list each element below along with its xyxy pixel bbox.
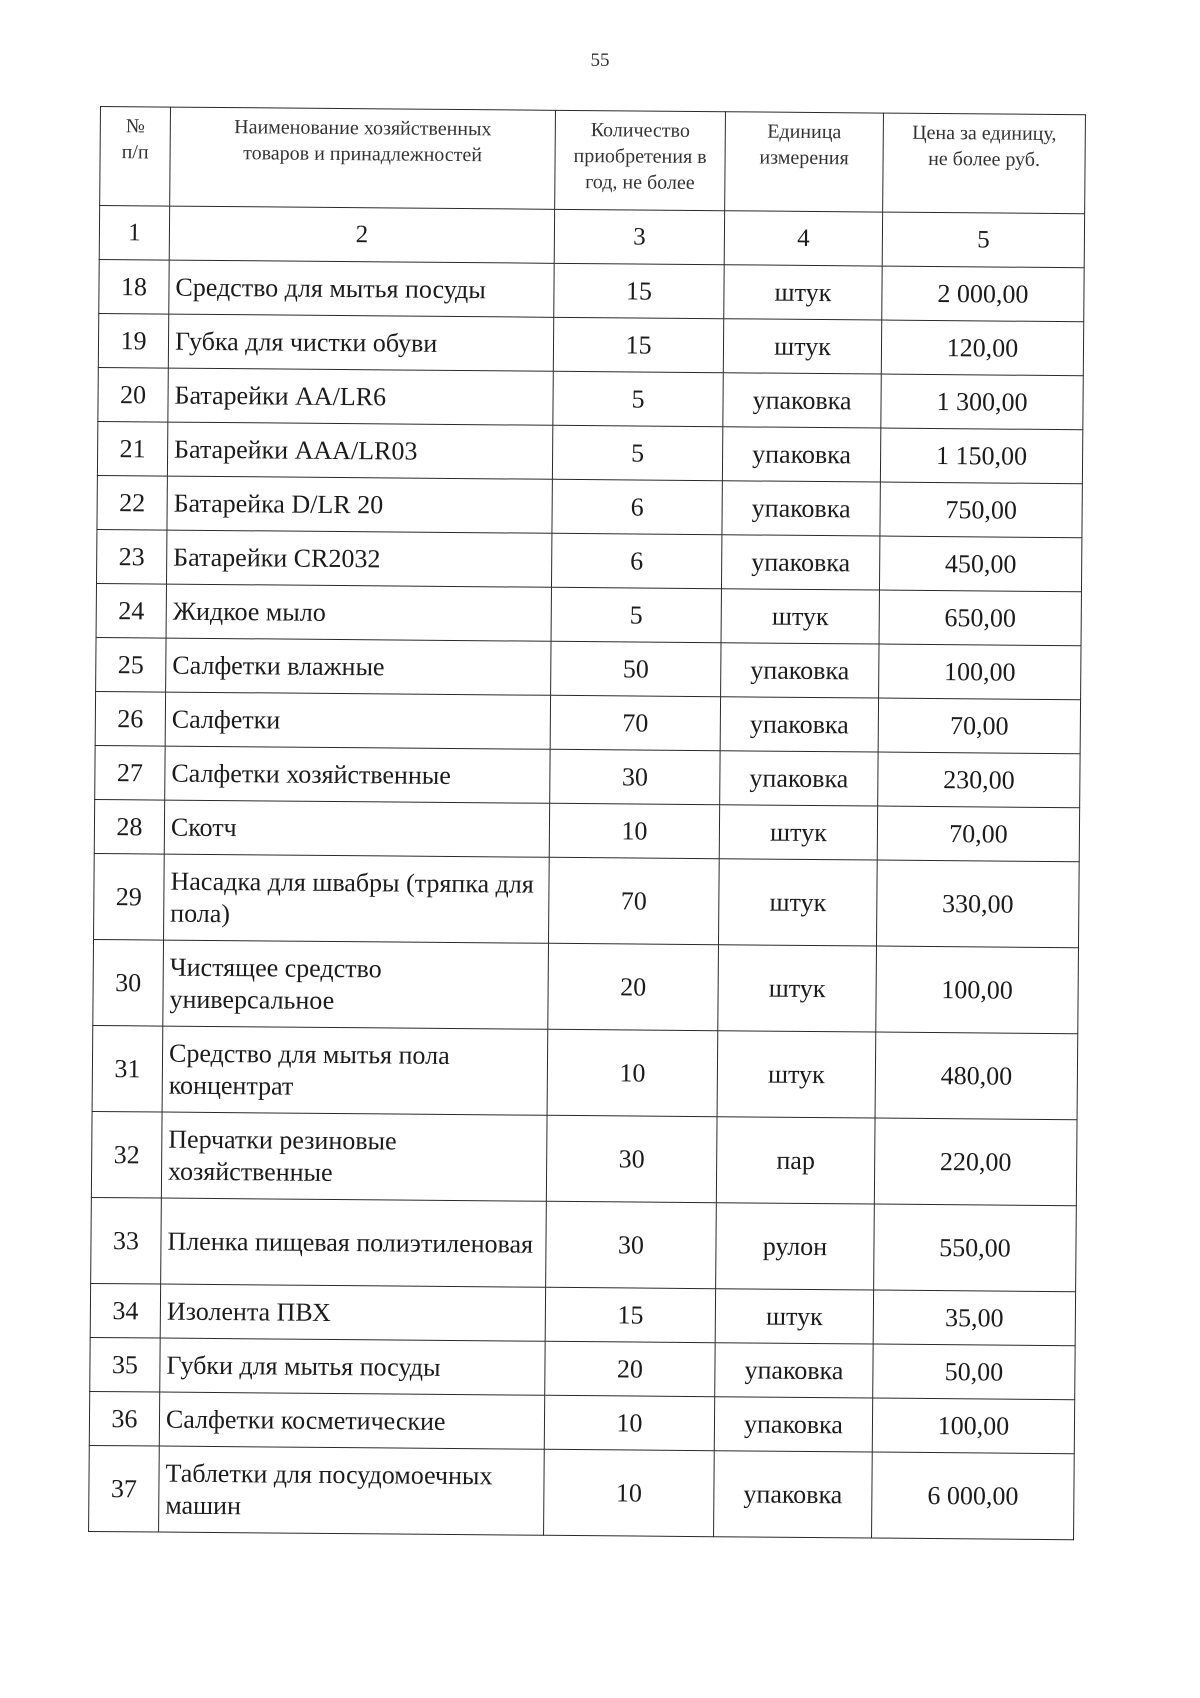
column-number-row [99,206,1084,268]
table-row [91,1197,1077,1291]
unit-cell: упаковка [721,535,879,590]
row-number-cell: 35 [90,1337,160,1392]
table-row [94,853,1080,947]
price-cell: 220,00 [874,1118,1077,1206]
unit-cell: пар [716,1117,875,1204]
header-line: измерения [759,146,849,170]
quantity-cell: 15 [545,1287,715,1342]
item-name-cell: Средство для мытья посуды [169,260,554,317]
header-line: Наименование хозяйственных [234,116,492,141]
header-cell-name [170,107,556,209]
quantity-cell: 10 [547,1029,718,1116]
price-cell: 1 300,00 [881,374,1083,430]
header-row [100,107,1086,214]
price-cell: 100,00 [879,644,1081,700]
quantity-cell: 30 [546,1201,717,1288]
header-line: Цена за единицу, [912,121,1057,146]
item-name-cell: Салфетки хозяйственные [165,746,550,803]
row-number-cell: 31 [92,1025,163,1112]
price-cell: 50,00 [873,1344,1075,1400]
unit-cell: рулон [716,1203,875,1290]
unit-cell: штук [724,265,882,320]
row-number-cell: 25 [96,637,166,692]
quantity-cell: 30 [546,1115,717,1202]
row-number-cell: 21 [97,421,167,476]
item-name-cell: Таблетки для посудомоечных машин [159,1446,545,1535]
row-number-cell: 27 [95,745,165,800]
header-cell-quantity [555,110,726,210]
table-row [90,1283,1075,1345]
unit-cell: упаковка [714,1451,873,1538]
unit-cell: штук [718,945,877,1032]
quantity-cell: 20 [548,943,719,1030]
quantity-cell: 6 [551,533,721,588]
item-name-cell: Батарейки АА/LR6 [168,368,553,425]
quantity-cell: 5 [551,587,721,642]
row-number-cell: 26 [95,691,165,746]
price-cell: 750,00 [880,482,1082,538]
quantity-cell: 5 [552,425,722,480]
table-row [93,939,1079,1033]
quantity-cell: 5 [553,371,723,426]
item-name-cell: Батарейки CR2032 [166,530,551,587]
item-name-cell: Батарейки ААА/LR03 [167,422,552,479]
price-cell: 480,00 [875,1032,1078,1120]
row-number-cell: 32 [91,1111,162,1198]
table-row [91,1111,1077,1205]
table-row [96,637,1081,699]
quantity-cell: 30 [550,749,720,804]
price-cell: 70,00 [878,698,1080,754]
unit-cell: упаковка [720,697,878,752]
goods-table-container [88,106,1085,1540]
item-name-cell: Скотч [164,800,549,857]
price-cell: 450,00 [879,536,1081,592]
item-name-cell: Салфетки влажные [166,638,551,695]
table-row [89,1445,1075,1539]
unit-cell: упаковка [714,1397,872,1452]
unit-cell: штук [719,805,877,860]
unit-cell: штук [715,1289,873,1344]
price-cell: 230,00 [878,752,1080,808]
row-number-cell: 37 [89,1445,160,1532]
header-line: товаров и принадлежностей [243,142,483,167]
table-row [97,475,1082,537]
quantity-cell: 15 [554,263,724,318]
column-number-cell: 2 [169,206,554,263]
unit-cell: упаковка [722,481,880,536]
goods-table [88,106,1086,1540]
price-cell: 6 000,00 [872,1452,1075,1540]
table-row [95,745,1080,807]
table-body [89,259,1085,1539]
quantity-cell: 10 [544,1449,715,1536]
header-line: № [125,115,145,138]
table-row [89,1391,1074,1453]
quantity-cell: 70 [549,857,720,944]
header-line: не более руб. [928,147,1041,171]
table-row [99,259,1084,321]
quantity-cell: 6 [552,479,722,534]
item-name-cell: Чистящее средство универсальное [163,940,549,1029]
price-cell: 120,00 [881,320,1083,376]
item-name-cell: Батарейка D/LR 20 [167,476,552,533]
price-cell: 330,00 [876,860,1079,948]
row-number-cell: 22 [97,475,167,530]
table-header [99,107,1085,268]
row-number-cell: 28 [94,799,164,854]
header-cell-unit [725,112,884,212]
column-number-cell: 5 [882,212,1084,268]
table-row [96,583,1081,645]
item-name-cell: Перчатки резиновые хозяйственные [161,1112,547,1201]
header-line: п/п [121,141,149,164]
price-cell: 1 150,00 [880,428,1082,484]
quantity-cell: 70 [550,695,720,750]
row-number-cell: 18 [99,259,169,314]
quantity-cell: 10 [544,1395,714,1450]
item-name-cell: Губка для чистки обуви [168,314,553,371]
unit-cell: штук [721,589,879,644]
column-number-cell: 1 [99,206,169,261]
table-row [95,691,1080,753]
table-row [92,1025,1078,1119]
table-row [96,529,1081,591]
unit-cell: упаковка [721,643,879,698]
item-name-cell: Жидкое мыло [166,584,551,641]
table-row [98,313,1083,375]
header-line: приобретения в [573,144,707,169]
header-cell-price [883,113,1086,214]
table-row [98,367,1083,429]
price-cell: 2 000,00 [882,266,1084,322]
price-cell: 70,00 [877,806,1079,862]
header-cell-number [100,107,171,207]
table-row [90,1337,1075,1399]
item-name-cell: Пленка пищевая полиэтиленовая [161,1198,547,1287]
column-number-cell: 4 [724,211,882,266]
quantity-cell: 15 [553,317,723,372]
item-name-cell: Губки для мытья посуды [160,1338,545,1395]
item-name-cell: Средство для мытья пола концентрат [162,1026,548,1115]
page-number: 55 [590,50,610,71]
row-number-cell: 20 [98,367,168,422]
unit-cell: упаковка [722,427,880,482]
price-cell: 550,00 [874,1204,1077,1292]
row-number-cell: 36 [89,1391,159,1446]
price-cell: 35,00 [873,1290,1075,1346]
item-name-cell: Салфетки [165,692,550,749]
row-number-cell: 33 [91,1197,162,1284]
row-number-cell: 34 [90,1283,160,1338]
quantity-cell: 50 [551,641,721,696]
header-line: год, не более [585,171,695,194]
header-line: Количество [590,119,690,142]
row-number-cell: 30 [93,939,164,1026]
item-name-cell: Насадка для швабры (тряпка для пола) [164,854,550,943]
column-number-cell: 3 [554,209,724,264]
quantity-cell: 20 [545,1341,715,1396]
row-number-cell: 29 [94,853,165,940]
unit-cell: упаковка [723,373,881,428]
price-cell: 650,00 [879,590,1081,646]
unit-cell: упаковка [720,751,878,806]
price-cell: 100,00 [872,1398,1074,1454]
unit-cell: штук [717,1031,876,1118]
table-row [97,421,1082,483]
unit-cell: штук [723,319,881,374]
unit-cell: штук [718,859,877,946]
item-name-cell: Салфетки косметические [159,1392,544,1449]
item-name-cell: Изолента ПВХ [160,1284,545,1341]
table-row [94,799,1079,861]
header-line: Единица [767,120,842,144]
row-number-cell: 24 [96,583,166,638]
row-number-cell: 23 [96,529,166,584]
price-cell: 100,00 [876,946,1079,1034]
row-number-cell: 19 [98,313,168,368]
unit-cell: упаковка [715,1343,873,1398]
quantity-cell: 10 [549,803,719,858]
